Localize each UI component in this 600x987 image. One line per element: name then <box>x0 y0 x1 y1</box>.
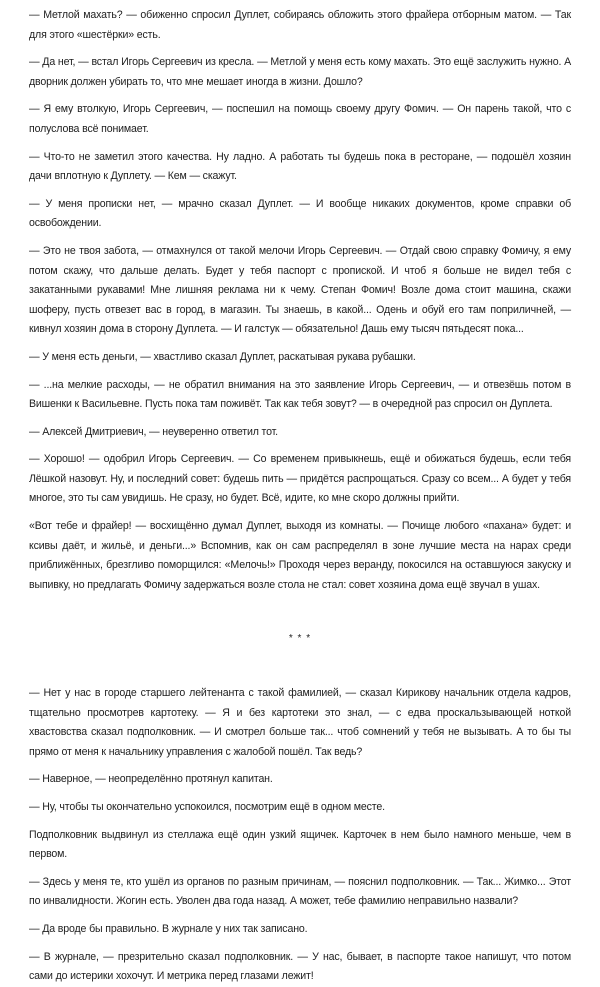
paragraph: — У меня есть деньги, — хвастливо сказал Дуплет, раскатывая рукава рубашки. <box>29 350 416 363</box>
paragraph: — У меня прописки нет, — мрачно сказал Дуплет. — И вообще никаких документов, кроме справки об освобождении. <box>29 197 571 230</box>
paragraph: — Что-то не заметил этого качества. Ну ладно. А работать ты будешь пока в ресторане, — подошёл хозяин дачи вплотную к Дуплету. — Кем — скажут. <box>29 150 571 183</box>
paragraph: — В журнале, — презрительно сказал подполковник. — У нас, бывает, в паспорте такое напишут, что потом сами до истерики хохочут. И метрика перед глазами лежит! <box>29 950 571 983</box>
paragraph: — Да вроде бы правильно. В журнале у них так записано. <box>29 922 308 935</box>
paragraph: — Это не твоя забота, — отмахнулся от такой мелочи Игорь Сергеевич. — Отдай свою справку Фомичу, я ему потом скажу, что дальше делать. Будет у тебя паспорт с пропиской. И чтоб я больше не видел тебя с закатанными рукавами! Мне лишняя реклама ни к чему. Степан Фомич! Возле дома стоит машина, скажи шоферу, пусть отвезет вас в город, в магазин. Ты знаешь, в какой... Одень и обуй его там поприличней, — кивнул хозяин дома в сторону Дуплета. — И галстук — обязательно! Дашь ему тысяч пятьдесят пока... <box>29 244 571 336</box>
paragraph: — Нет у нас в городе старшего лейтенанта с такой фамилией, — сказал Кирикову начальник отдела кадров, тщательно просмотрев картотеку. — Я и без картотеки это знал, — с едва проскальзывающей ноткой хвастовства сказал подполковник. — И смотрел больше так... чтоб сомнений у тебя не вызывать. А то бы ты прямо от меня к начальнику управления с жалобой пошёл. Так ведь? <box>29 687 571 758</box>
section-separator: * * * <box>288 633 312 645</box>
paragraph: — Алексей Дмитриевич, — неуверенно ответил тот. <box>29 425 278 438</box>
paragraph: — ...на мелкие расходы, — не обратил внимания на это заявление Игорь Сергеевич, — и отвезёшь потом в Вишенки к Васильевне. Пусть пока там поживёт. Так как тебя зовут? — в очередной раз спросил он Дуплета. <box>29 378 571 411</box>
paragraph: — Метлой махать? — обиженно спросил Дуплет, собираясь обложить этого фрайера отборным матом. — Так для этого «шестёрки» есть. <box>29 9 571 41</box>
paragraph: — Здесь у меня те, кто ушёл из органов по разным причинам, — пояснил подполковник. — Так... Жимко... Этот по инвалидности. Жогин есть. Уволен два года назад. А может, тебе фамилию неправильно назвали? <box>29 875 571 908</box>
paragraph: — Хорошо! — одобрил Игорь Сергеевич. — Со временем привыкнешь, ещё и обижаться будешь, если тебя Лёшкой назовут. Ну, и последний совет: будешь пить — придётся распрощаться. Сразу со всем... А будет у тебя многое, это ты сам увидишь. Не сразу, но будет. Всё, идите, ко мне скоро должны прийти. <box>29 453 571 505</box>
paragraph: Подполковник выдвинул из стеллажа ещё один узкий ящичек. Карточек в нем было намного меньше, чем в первом. <box>29 828 571 861</box>
paragraph: — Я ему втолкую, Игорь Сергеевич, — поспешил на помощь своему другу Фомич. — Он парень такой, что с полуслова всё понимает. <box>29 103 571 135</box>
paragraph: — Ну, чтобы ты окончательно успокоился, посмотрим ещё в одном месте. <box>29 801 385 813</box>
paragraph: — Да нет, — встал Игорь Сергеевич из кресла. — Метлой у меня есть кому махать. Это ещё заслужить нужно. А дворник должен убирать то, что мне мешает иногда в жизни. Дошло? <box>29 56 571 88</box>
paragraph: «Вот тебе и фрайер! — восхищённо думал Дуплет, выходя из комнаты. — Почище любого «пахана» будет: и ксивы даёт, и жильё, и деньги...» Вспомнив, как он сам распределял в зоне лучшие места на нарах среди приближённых, брезгливо поморщился: «Мелочь!» Проходя через веранду, покосился на оставшуюся закуску и выпивку, но предлагать Фомичу задержаться возле стола не стал: совет хозяина дома ещё звучал в ушах. <box>29 520 571 591</box>
paragraph: — Наверное, — неопределённо протянул капитан. <box>29 773 273 786</box>
